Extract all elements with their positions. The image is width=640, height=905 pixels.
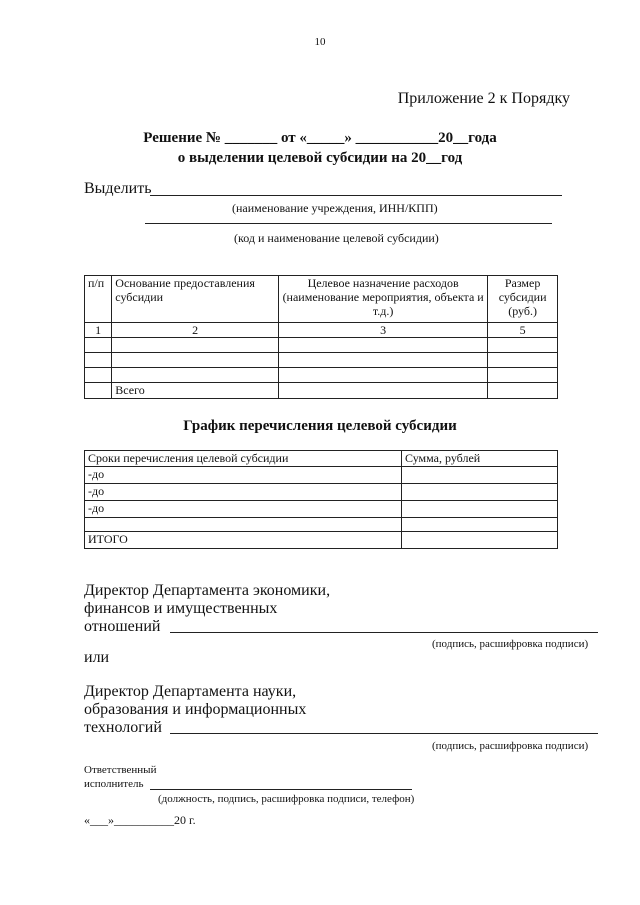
executor-line1: Ответственный xyxy=(84,764,157,776)
signer1-line3: отношений xyxy=(84,618,161,635)
number-cell: 3 xyxy=(279,323,488,338)
schedule-title: График перечисления целевой субсидии xyxy=(183,418,457,434)
schedule-term-cell: -до xyxy=(85,484,402,501)
allocate-hint-2: (код и наименование целевой субсидии) xyxy=(234,231,439,245)
table-total-row xyxy=(85,383,558,399)
schedule-header-row xyxy=(85,451,558,467)
table-row xyxy=(85,467,558,484)
signer1-line2: финансов и имущественных xyxy=(84,600,278,617)
number-cell: 1 xyxy=(85,323,112,338)
signer2-line1: Директор Департамента науки, xyxy=(84,683,297,700)
appendix-label: Приложение 2 к Порядку xyxy=(397,90,570,107)
decision-subtitle: о выделении целевой субсидии на 20__год xyxy=(177,150,463,166)
signer1-hint: (подпись, расшифровка подписи) xyxy=(432,638,589,650)
subsidy-table xyxy=(84,275,558,399)
schedule-term-cell: -до xyxy=(85,467,402,484)
executor-hint: (должность, подпись, расшифровка подписи, телефон) xyxy=(158,793,415,805)
table-row xyxy=(85,518,558,532)
allocate-line-2 xyxy=(145,223,552,224)
header-cell: Целевое назначение расходов (наименование мероприятия, объекта и т.д.) xyxy=(279,276,488,323)
signer1-line1: Директор Департамента экономики, xyxy=(84,582,331,599)
total-label: Всего xyxy=(112,383,279,399)
number-cell: 5 xyxy=(488,323,558,338)
table-header-row xyxy=(85,276,558,323)
schedule-total-row xyxy=(85,532,558,549)
page-number: 10 xyxy=(314,36,326,48)
schedule-total-label: ИТОГО xyxy=(85,532,402,549)
signer2-line3: технологий xyxy=(84,719,162,736)
schedule-term-cell xyxy=(85,518,402,532)
allocate-label: Выделить xyxy=(84,180,152,197)
schedule-table xyxy=(84,450,558,549)
or-label: или xyxy=(84,649,110,666)
number-cell: 2 xyxy=(112,323,279,338)
schedule-term-cell: -до xyxy=(85,501,402,518)
executor-signature-line xyxy=(150,789,412,790)
header-cell: Основание предоставления субсидии xyxy=(112,276,279,323)
allocate-line-1 xyxy=(150,195,562,196)
executor-line2: исполнитель xyxy=(84,778,144,790)
date-line: «___»__________20 г. xyxy=(84,813,196,827)
table-number-row xyxy=(85,323,558,338)
signer2-hint: (подпись, расшифровка подписи) xyxy=(432,740,589,752)
header-cell: п/п xyxy=(85,276,112,323)
header-cell: Размер субсидии (руб.) xyxy=(488,276,558,323)
table-row xyxy=(85,338,558,353)
signer1-signature-line xyxy=(170,632,598,633)
signer2-line2: образования и информационных xyxy=(84,701,307,718)
schedule-header-cell: Сроки перечисления целевой субсидии xyxy=(85,451,402,467)
table-row xyxy=(85,501,558,518)
signer2-signature-line xyxy=(170,733,598,734)
decision-title: Решение № _______ от «_____» ___________20__года xyxy=(143,130,497,146)
schedule-header-cell: Сумма, рублей xyxy=(402,451,558,467)
allocate-hint-1: (наименование учреждения, ИНН/КПП) xyxy=(232,201,438,215)
table-row xyxy=(85,368,558,383)
table-row xyxy=(85,484,558,501)
table-row xyxy=(85,353,558,368)
